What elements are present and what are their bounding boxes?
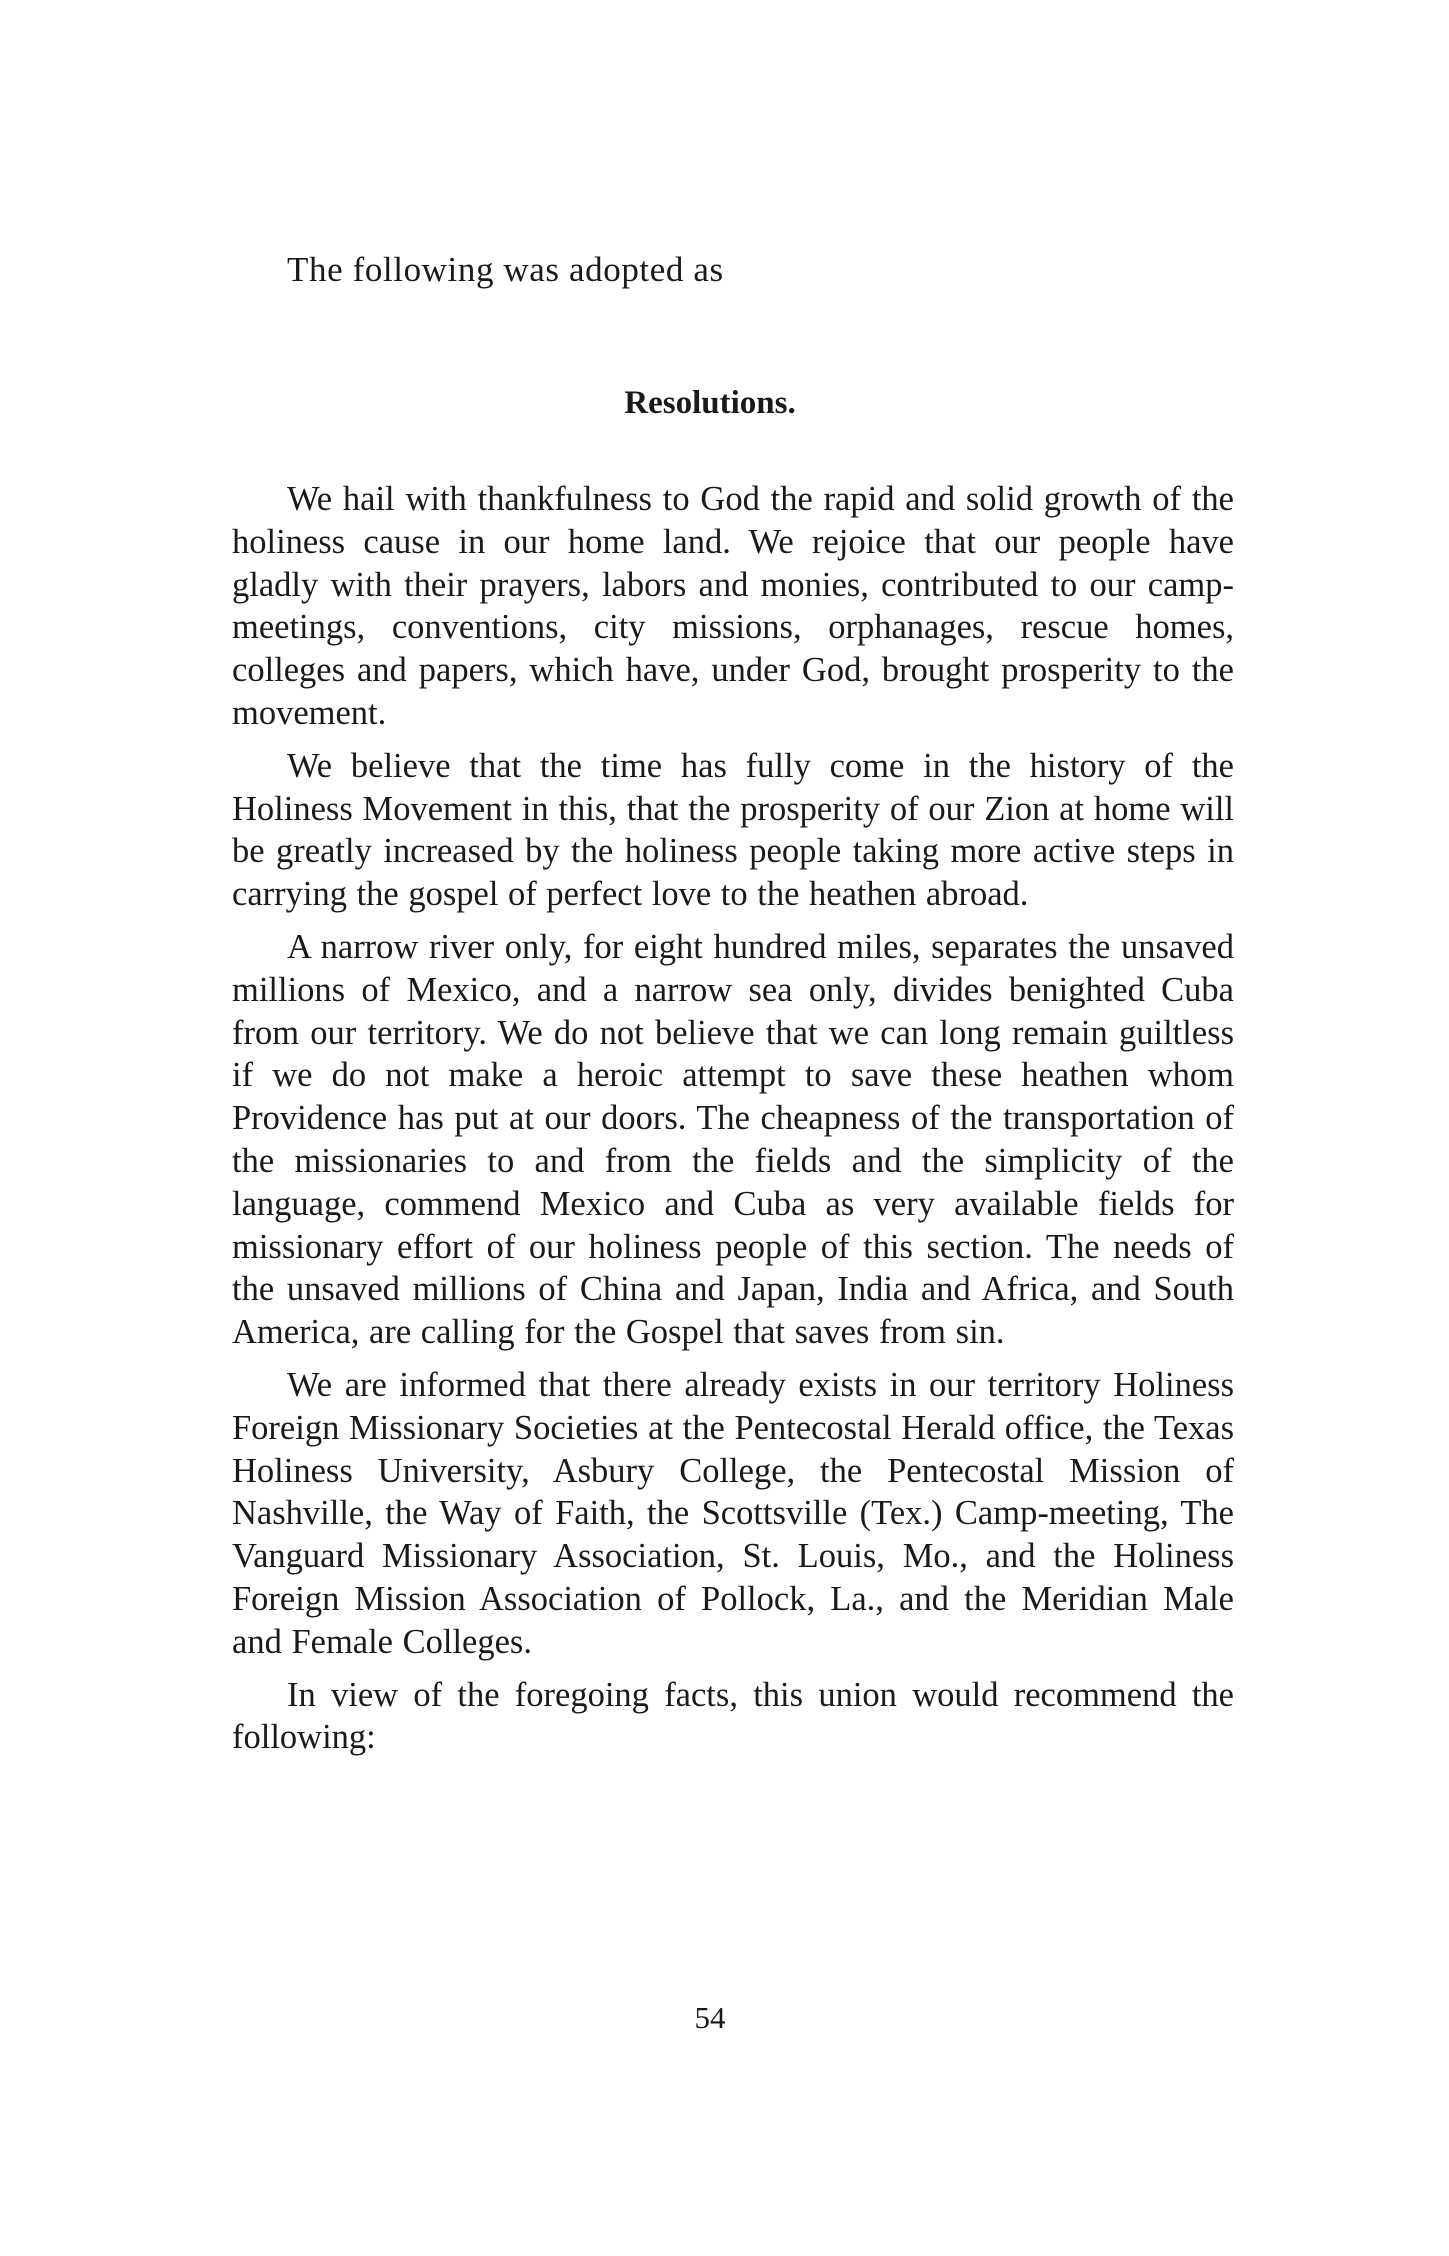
page-number: 54 — [694, 2000, 726, 2035]
section-heading: Resolutions. — [624, 385, 796, 421]
paragraph-narrow-river: A narrow river only, for eight hundred miles, separates the unsaved millions of Mexico, and a narrow sea only, divides benighted Cuba from our territory. We do not believe that we can long remain guiltless if we do not make a heroic attempt to save these heathen whom Providence has put at our doors. The cheapness of the transportation of the missionaries to and from the fields and the simplicity of the language, commend Mexico and Cuba as very available fields for missionary effort of our holiness people of this section. The needs of the unsaved millions of China and Japan, India and Africa, and South America, are calling for the Gospel that saves from sin. — [232, 927, 1234, 1352]
intro-line: The following was adopted as — [287, 250, 724, 289]
paragraph-recommendation: In view of the foregoing facts, this union would recommend the following: — [232, 1675, 1234, 1757]
body-text — [232, 478, 1234, 1769]
paragraph-thankfulness: We hail with thankfulness to God the rapid and solid growth of the holiness cause in our home land. We rejoice that our people have gladly with their prayers, labors and monies, contributed to our camp-meetings, conventions, city missions, orphanages, rescue homes, colleges and papers, which have, under God, brought prosperity to the movement. — [232, 480, 1234, 732]
paragraph-missionary-societies: We are informed that there already exists in our territory Holiness Foreign Missionary Societies at the Pentecostal Herald office, the Texas Holiness University, Asbury College, the Pentecostal Mission of Nashville, the Way of Faith, the Scottsville (Tex.) Camp-meeting, The Vanguard Missionary Association, St. Louis, Mo., and the Holiness Foreign Mission Association of Pollock, La., and the Meridian Male and Female Colleges. — [232, 1365, 1234, 1661]
paragraph-time-has-come: We believe that the time has fully come in the history of the Holiness Movement in this, that the prosperity of our Zion at home will be greatly increased by the holiness people taking more active steps in carrying the gospel of perfect love to the heathen abroad. — [232, 746, 1234, 914]
